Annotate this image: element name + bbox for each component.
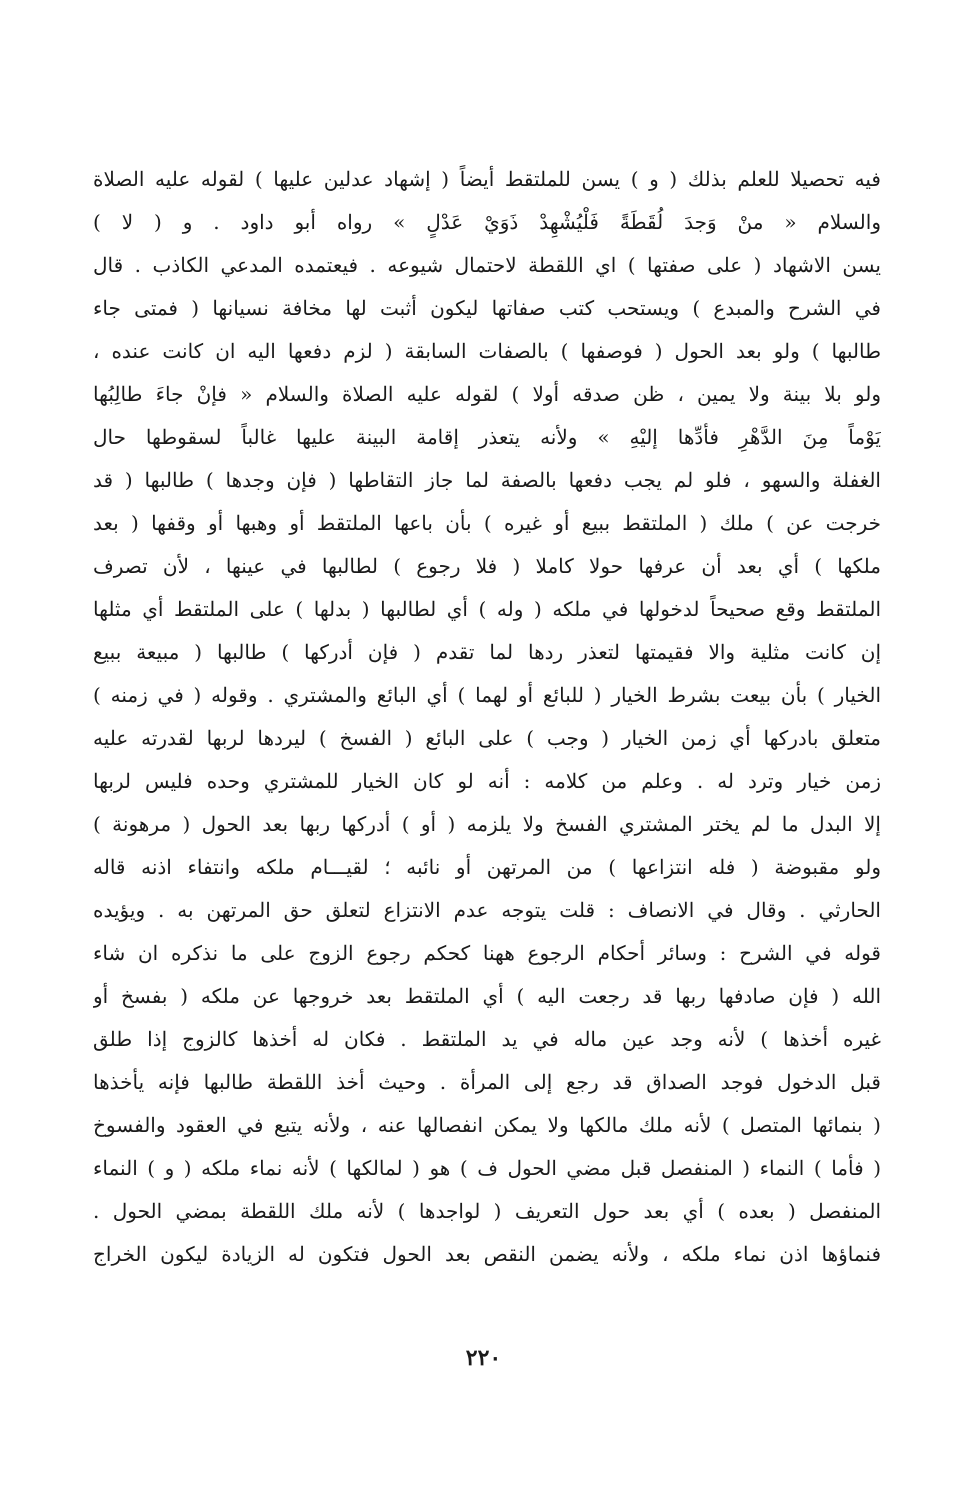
text-line: ( بنمائها المتصل ) لأنه ملك مالكها ولا يمكن انفصالها عنه ، ولأنه يتبع في العقود والفسوخ: [93, 1113, 881, 1137]
text-line: متعلق بادركها أي زمن الخيار ( وجب ) على البائع ( الفسخ ) ليردها لربها لقدرته عليه: [93, 726, 881, 750]
text-line: يسن الاشهاد ( على صفتها ) اي اللقطة لاحتمال شيوعه . فيعتمده المدعي الكاذب . قال: [93, 253, 881, 277]
text-line: المنفصل ( بعده ) أي بعد حول التعريف ( لواجدها ) لأنه ملك اللقطة بمضي الحول .: [93, 1199, 881, 1223]
text-line: خرجت عن ) ملك ( الملتقط ببيع أو غيره ) بأن باعها الملتقط أو وهبها أو وقفها ( بعد: [93, 511, 881, 535]
text-line: قبل الدخول فوجد الصداق قد رجع إلى المرأة . وحيث أخذ اللقطة طالبها فإنه يأخذها: [93, 1070, 881, 1094]
body-text: [93, 158, 881, 1276]
text-line: في الشرح والمبدع ) ويستحب كتب صفاتها ليكون أثبت لها مخافة نسيانها ( فمتى جاء: [93, 296, 881, 320]
text-line: الخيار ) بأن بيعت بشرط الخيار ( للبائع أو لهما ) أي البائع والمشتري . وقوله ( في زمنه ): [93, 683, 881, 707]
text-line: فيه تحصيلا للعلم بذلك ( و ) يسن للملتقط أيضاً ( إشهاد عدلين عليها ) لقوله عليه الصلاة: [93, 167, 881, 191]
text-line: الغفلة والسهو ، فلو لم يجب دفعها بالصفة لما جاز التقاطها ( فإن وجدها ) طالبها ( قد: [93, 468, 881, 492]
text-line: ولو مقبوضة ( فله انتزاعها ) من المرتهن أو نائبه ؛ لقيـــام ملكه وانتفاء اذنه قاله: [93, 855, 881, 879]
text-line: قوله في الشرح : وسائر أحكام الرجوع ههنا كحكم رجوع الزوج على ما نذكره ان شاء: [93, 941, 881, 965]
text-line: يَوْماً مِنَ الدَّهْرِ فأدِّها إليْهِ » ولأنه يتعذر إقامة البينة عليها غالباً لسقوطها حال: [93, 425, 881, 449]
text-line: الملتقط وقع صحيحاً لدخولها في ملكه ( وله ) أي لطالبها ( بدلها ) على الملتقط أي مثلها: [93, 597, 881, 621]
text-line: غيره أخذها ) لأنه وجد عين ماله في يد الملتقط . فكان له أخذها كالزوج إذا طلق: [93, 1027, 881, 1051]
text-line: ملكها ) أي بعد أن عرفها حولا كاملا ( فلا رجوع ) لطالبها في عينها ، لأن تصرف: [93, 554, 881, 578]
text-line: الله ( فإن صادفها ربها قد رجعت اليه ) أي الملتقط بعد خروجها عن ملكه ( بفسخ أو: [93, 984, 881, 1008]
text-line: والسلام « منْ وَجدَ لُقَطَةً فَلْيُشْهِدْ ذَوَيْ عَدْلٍ » رواه أبو داود . و ( لا ): [93, 210, 881, 234]
text-line: الحارثي . وقال في الانصاف : قلت يتوجه عدم الانتزاع لتعلق حق المرتهن به . ويؤيده: [93, 898, 881, 922]
text-line: ولو بلا بينة ولا يمين ، ظن صدقه أولا ) لقوله عليه الصلاة والسلام « فإنْ جاءَ طالِبُها: [93, 382, 881, 406]
text-line: فنماؤها اذن نماء ملكه ، ولأنه يضمن النقص بعد الحول فتكون له الزيادة ليكون الخراج: [93, 1242, 881, 1266]
page-number: ٢٢٠: [465, 1345, 502, 1371]
text-line: ( فأما ) النماء ( المنفصل قبل مضي الحول ف ) هو ( لمالكها ) لأنه نماء ملكه ( و ) النماء: [93, 1156, 881, 1180]
text-line: إلا البدل ما لم يختر المشتري الفسخ ولا يلزمه ( أو ) أدركها ربها بعد الحول ( مرهونة ): [93, 812, 881, 836]
text-line: طالبها ) ولو بعد الحول ( فوصفها ) بالصفات السابقة ( لزم دفعها اليه ان كانت عنده ،: [93, 339, 881, 363]
text-line: زمن خيار وترد له . وعلم من كلامه : أنه لو كان الخيار للمشتري وحده فليس لربها: [93, 769, 881, 793]
text-line: إن كانت مثلية والا فقيمتها لتعذر ردها لما تقدم ( فإن أدركها ) طالبها ( مبيعة ببيع: [93, 640, 881, 664]
